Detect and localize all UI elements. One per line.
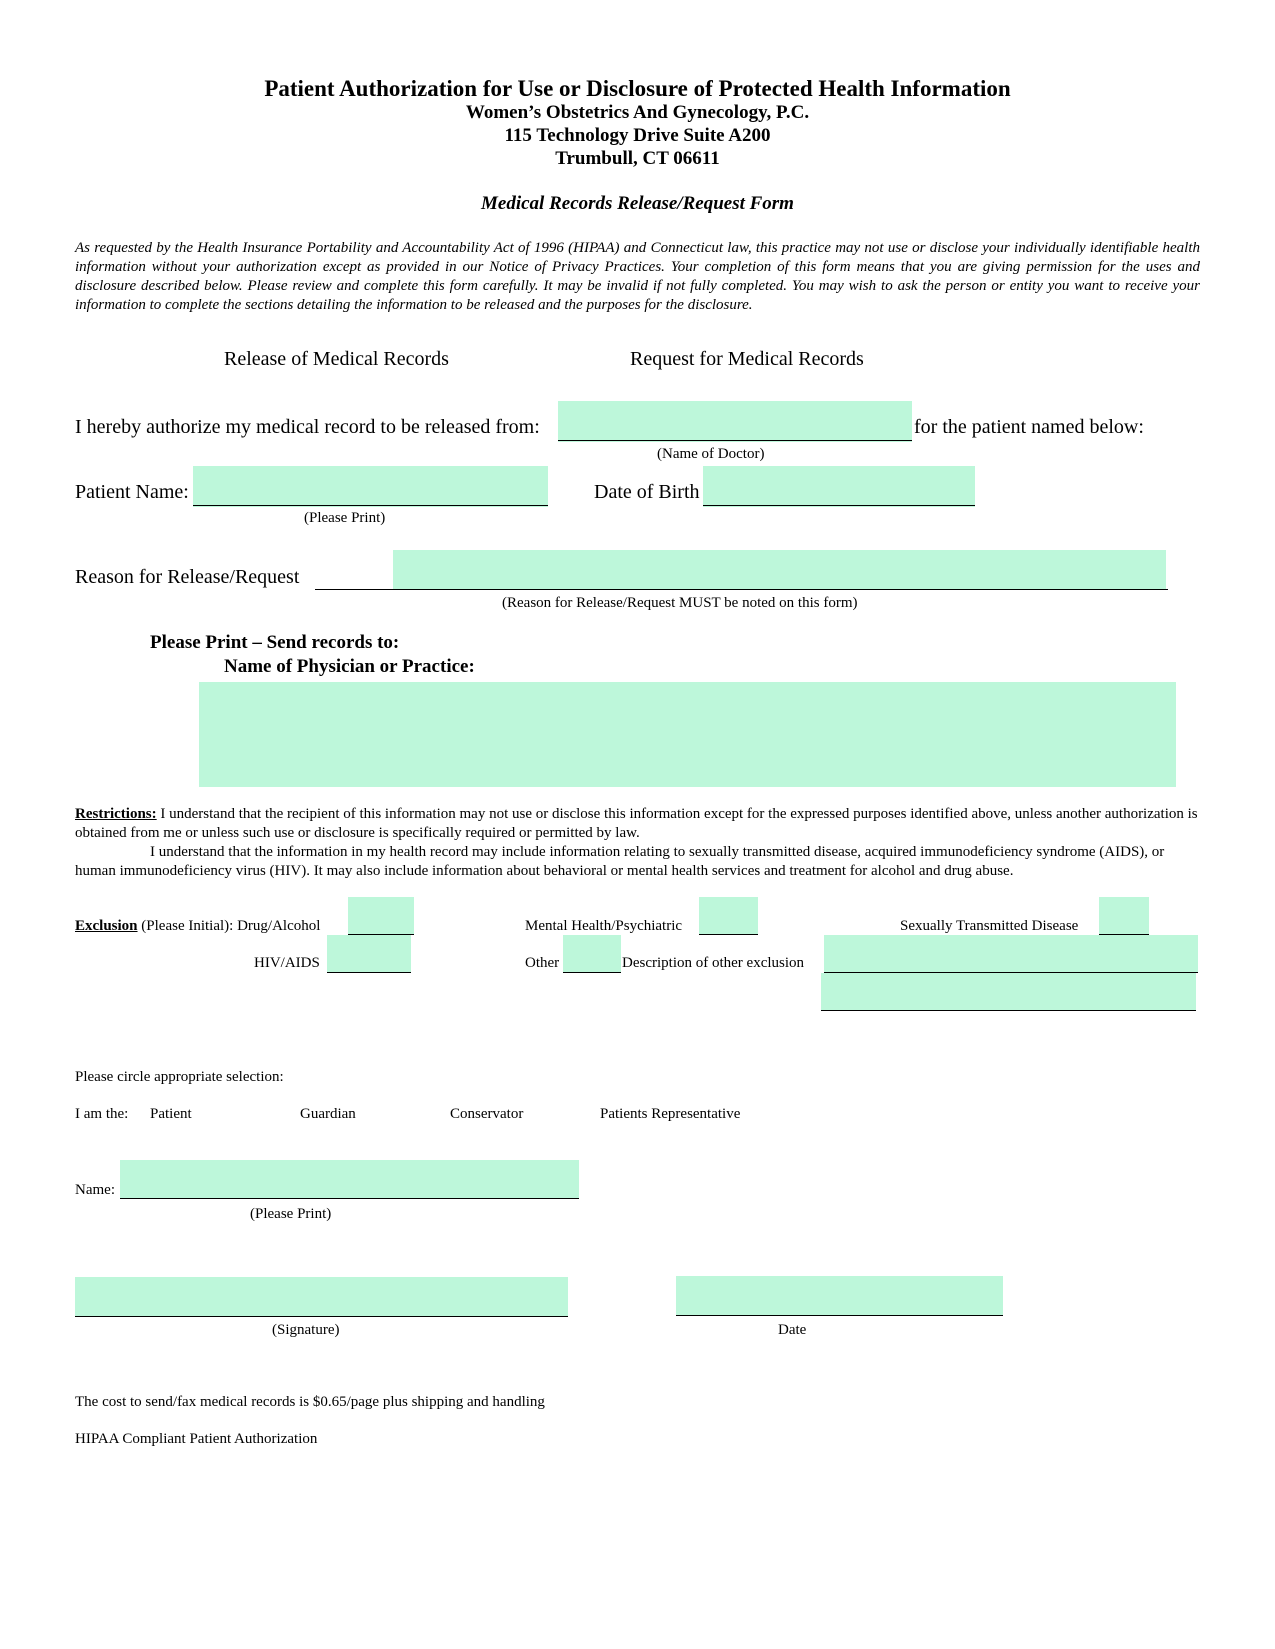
compliance-note: HIPAA Compliant Patient Authorization: [75, 1431, 318, 1447]
signer-name-underline: [120, 1198, 579, 1199]
other-label: Other: [525, 955, 560, 971]
form-name: Medical Records Release/Request Form: [481, 193, 794, 214]
hiv-aids-label: HIV/AIDS: [254, 955, 320, 971]
dob-underline: [703, 505, 975, 506]
choice-patient[interactable]: Patient: [150, 1106, 192, 1122]
signature-caption: (Signature): [272, 1322, 340, 1338]
mental-health-initial-input[interactable]: [699, 897, 758, 935]
std-initial-input[interactable]: [1099, 897, 1149, 935]
reason-input[interactable]: [393, 550, 1166, 589]
signer-name-input[interactable]: [120, 1160, 579, 1199]
reason-underline: [315, 589, 1168, 590]
authorize-prefix: I hereby authorize my medical record to be released from:: [75, 416, 540, 438]
intro-paragraph: As requested by the Health Insurance Portability and Accountability Act of 1996 (HIPAA) and Connecticut law, this practice may not use or disclose your individually identifiable health information without your authorization except as provided in our Notice of Privacy Practices. Your completion of this form means that you are giving permission for the uses and disclosure described below. Please review and complete this form carefully. It may be invalid if not fully completed. You may wish to ask the person or entity you want to receive your information to complete the sections detailing the information to be released and the purposes for the disclosure.: [75, 240, 1200, 313]
restrictions-text-1: I understand that the recipient of this information may not use or disclose this information except for the expressed purposes identified above, unless another authorization is obtained from me or unless such use or disclosure is specifically required or permitted by law.: [75, 806, 1198, 841]
other-description-input-2[interactable]: [821, 973, 1196, 1010]
other-description-label: Description of other exclusion: [622, 955, 805, 971]
send-to-heading: Please Print – Send records to:: [150, 632, 400, 653]
choice-patients-representative[interactable]: Patients Representative: [600, 1106, 741, 1122]
patient-name-underline: [193, 505, 548, 506]
other-description-input-1[interactable]: [824, 935, 1198, 973]
date-caption: Date: [778, 1322, 807, 1338]
hiv-aids-underline: [327, 972, 411, 973]
signer-name-label: Name:: [75, 1182, 115, 1198]
doctor-name-input[interactable]: [558, 401, 912, 442]
selection-instruction: Please circle appropriate selection:: [75, 1069, 284, 1085]
choice-guardian[interactable]: Guardian: [300, 1106, 356, 1122]
dob-input[interactable]: [703, 466, 975, 507]
dob-label: Date of Birth: [594, 481, 700, 503]
exclusion-line: [75, 918, 320, 935]
request-option[interactable]: Request for Medical Records: [630, 348, 864, 370]
patient-name-caption: (Please Print): [304, 510, 386, 526]
date-input[interactable]: [676, 1276, 1003, 1316]
restrictions-text-2: I understand that the information in my health record may include information relating to sexually transmitted disease, acquired immunodeficiency syndrome (AIDS), or human immunodeficiency virus (HIV). It may also include information about behavioral or mental health services and treatment for alcohol and drug abuse.: [75, 844, 1165, 879]
signature-input[interactable]: [75, 1277, 568, 1317]
other-underline: [563, 972, 621, 973]
restrictions-label: Restrictions:: [75, 806, 157, 822]
restrictions-paragraph: [75, 805, 1200, 843]
std-label: Sexually Transmitted Disease: [900, 918, 1079, 934]
address-line-2: Trumbull, CT 06611: [555, 148, 720, 169]
cost-note: The cost to send/fax medical records is $0.65/page plus shipping and handling: [75, 1394, 545, 1410]
date-underline: [676, 1315, 1003, 1316]
hiv-aids-initial-input[interactable]: [327, 935, 411, 973]
doctor-name-caption: (Name of Doctor): [657, 446, 765, 462]
signature-underline: [75, 1316, 568, 1317]
signer-name-caption: (Please Print): [250, 1206, 332, 1222]
reason-label: Reason for Release/Request: [75, 566, 300, 588]
choice-conservator[interactable]: Conservator: [450, 1106, 524, 1122]
other-initial-input[interactable]: [563, 935, 621, 973]
drug-alcohol-initial-input[interactable]: [348, 897, 414, 935]
address-line-1: 115 Technology Drive Suite A200: [504, 125, 771, 146]
mental-health-underline: [699, 934, 758, 935]
selection-lead: I am the:: [75, 1106, 129, 1122]
release-option[interactable]: Release of Medical Records: [224, 348, 449, 370]
reason-caption: (Reason for Release/Request MUST be noted on this form): [502, 595, 858, 611]
authorize-suffix: for the patient named below:: [914, 416, 1144, 438]
mental-health-label: Mental Health/Psychiatric: [525, 918, 683, 934]
send-to-subheading: Name of Physician or Practice:: [224, 656, 475, 677]
practice-name: Women’s Obstetrics And Gynecology, P.C.: [465, 102, 810, 123]
exclusion-instruction: (Please Initial): Drug/Alcohol: [137, 918, 321, 934]
patient-name-input[interactable]: [193, 466, 548, 507]
other-description-underline-2: [821, 1010, 1196, 1011]
exclusion-label: Exclusion: [75, 918, 138, 934]
physician-practice-input[interactable]: [199, 682, 1176, 787]
form-title: Patient Authorization for Use or Disclosure of Protected Health Information: [264, 76, 1011, 101]
patient-name-label: Patient Name:: [75, 481, 189, 503]
doctor-name-underline: [558, 440, 912, 441]
